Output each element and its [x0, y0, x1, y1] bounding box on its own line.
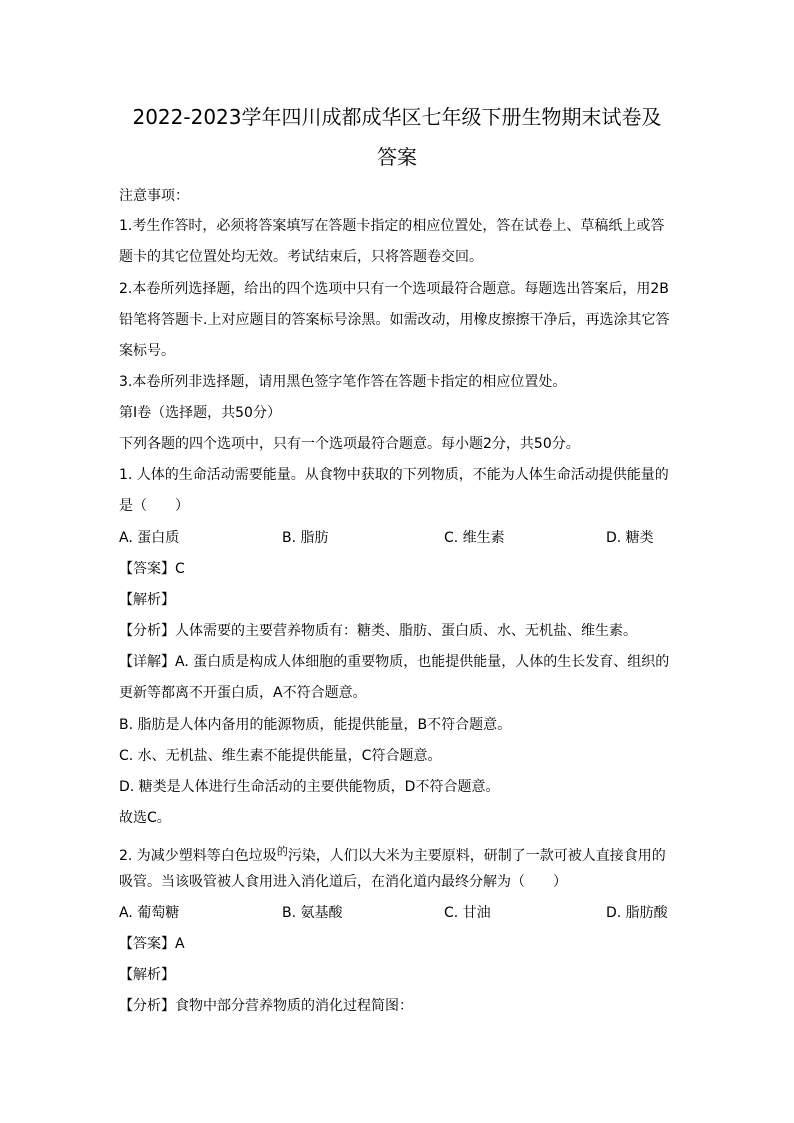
q1-detail-line-2: 更新等都离不开蛋白质，A不符合题意。	[119, 685, 367, 701]
note-2-line-1: 2.本卷所列选择题，给出的四个选项中只有一个选项最符合题意。每题选出答案后，用2B	[119, 281, 669, 297]
q1-conclusion: 故选C。	[119, 810, 171, 826]
q2-stem-part-a: 2. 为减少塑料等白色垃圾	[119, 848, 277, 864]
note-2-line-2: 铅笔将答题卡.上对应题目的答案标号涂黑。如需改动，用橡皮擦擦干净后，再选涂其它答	[119, 312, 670, 328]
note-1-line-1: 1.考生作答时，必须将答案填写在答题卡指定的相应位置处，答在试卷上、草稿纸上或答	[119, 218, 665, 234]
q2-option-d: D. 脂肪酸	[606, 905, 668, 921]
section-heading: 第Ⅰ卷（选择题，共50分）	[119, 405, 281, 421]
q2-stem-part-b: 污染，人们以大米为主要原料，研制了一款可被人直接食用的	[287, 848, 666, 864]
q1-answer: 【答案】C	[119, 561, 185, 577]
q1-fenxi: 【分析】人体需要的主要营养物质有：糖类、脂肪、蛋白质、水、无机盐、维生素。	[119, 623, 637, 639]
q2-option-c: C. 甘油	[444, 905, 491, 921]
q1-option-a: A. 蛋白质	[119, 530, 180, 546]
q2-analysis-label: 【解析】	[119, 967, 175, 983]
note-1-line-2: 题卡的其它位置处均无效。考试结束后，只将答题卷交回。	[119, 249, 483, 265]
note-3: 3.本卷所列非选择题，请用黑色签字笔作答在答题卡指定的相应位置处。	[119, 374, 567, 390]
q1-detail-c: C. 水、无机盐、维生素不能提供能量，C符合题意。	[119, 748, 442, 764]
q2-stem-line-2: 吸管。当该吸管被人食用进入消化道后，在消化道内最终分解为（ ）	[119, 874, 567, 890]
q1-option-d: D. 糖类	[606, 530, 654, 546]
section-instruction: 下列各题的四个选项中，只有一个选项最符合题意。每小题2分，共50分。	[119, 436, 580, 452]
note-2-line-3: 案标号。	[119, 343, 175, 359]
q1-detail-d: D. 糖类是人体进行生命活动的主要供能物质，D不符合题意。	[119, 779, 500, 795]
q1-detail-b: B. 脂肪是人体内备用的能源物质，能提供能量，B不符合题意。	[119, 717, 512, 733]
q1-detail-line-1: 【详解】A. 蛋白质是构成人体细胞的重要物质，也能提供能量，人体的生长发育、组织的	[119, 654, 670, 670]
q1-analysis-label: 【解析】	[119, 592, 175, 608]
q2-option-a: A. 葡萄糖	[119, 905, 180, 921]
q2-stem-superscript: 的	[276, 845, 288, 858]
doc-title-line-2: 答案	[377, 145, 417, 169]
q1-stem-line-2: 是（ ）	[119, 498, 189, 514]
doc-title-line-1: 2022-2023学年四川成都成华区七年级下册生物期末试卷及	[132, 105, 662, 129]
q2-answer: 【答案】A	[119, 936, 185, 952]
q2-option-b: B. 氨基酸	[282, 905, 343, 921]
q1-option-b: B. 脂肪	[282, 530, 329, 546]
q2-stem-line-1	[119, 842, 679, 866]
q1-stem-line-1: 1. 人体的生命活动需要能量。从食物中获取的下列物质，不能为人体生命活动提供能量的	[119, 467, 669, 483]
q2-fenxi: 【分析】食物中部分营养物质的消化过程简图：	[119, 998, 413, 1014]
q1-option-c: C. 维生素	[444, 530, 505, 546]
notes-heading: 注意事项：	[119, 188, 189, 204]
